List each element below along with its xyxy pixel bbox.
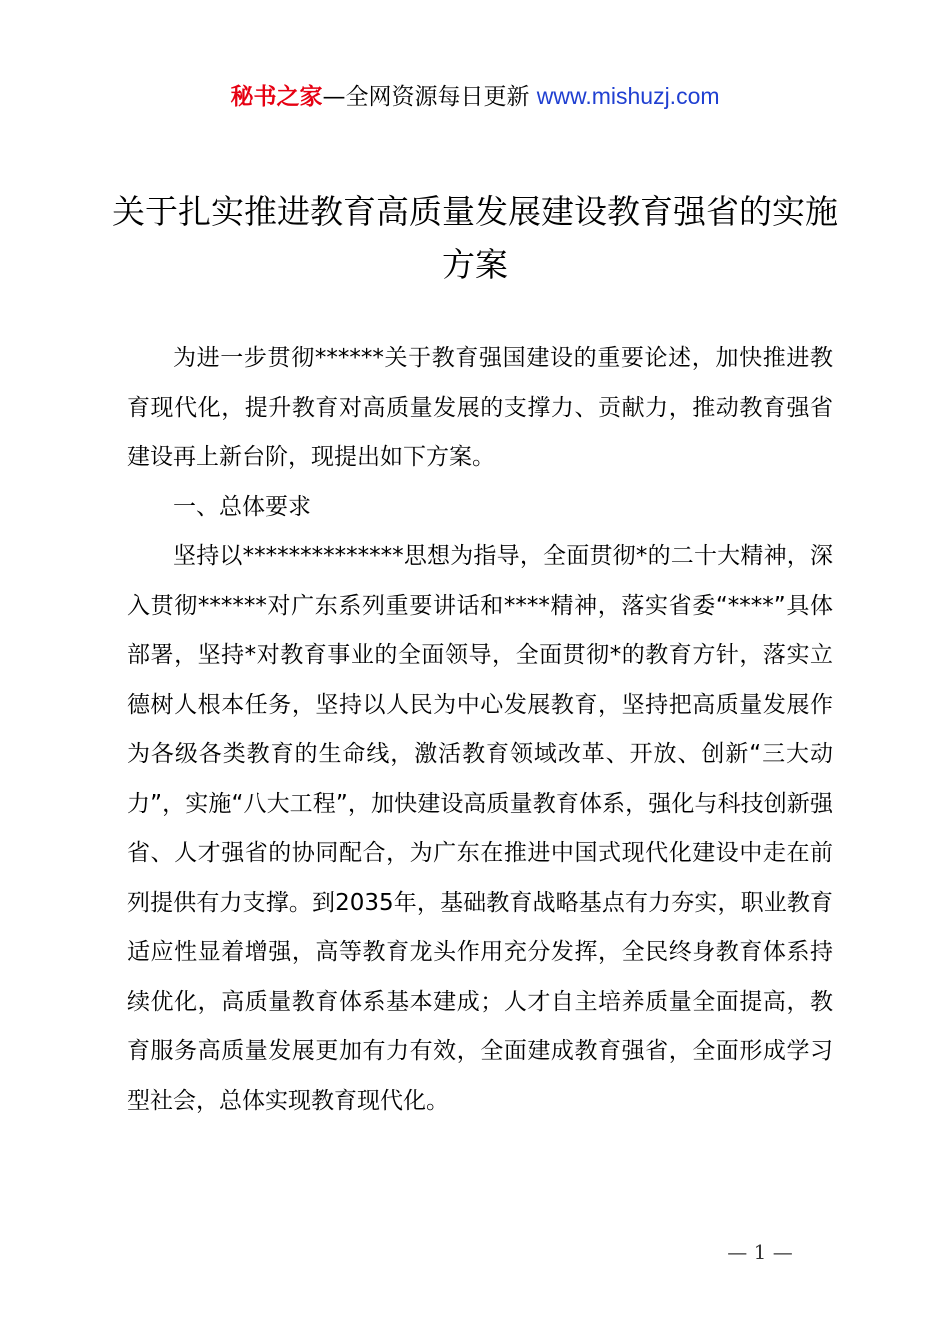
page-number: — 1 — — [727, 1240, 793, 1264]
brand-name: 秘书之家 — [230, 84, 323, 110]
section-heading: 一、总体要求 — [173, 493, 311, 520]
site-url-link[interactable]: www.mishuzj.com — [536, 83, 720, 109]
body-paragraph: 坚持以**************思想为指导，全面贯彻*的二十大精神，深入贯彻******对广东系列重要讲话和****精神，落实省委“****”具体部署，坚持*对教育事业的全面领导，全面贯彻*的教育方针，落实立德树人根本任务，坚持以人民为中心发展教育，坚持把高质量发展作为各级各类教育的生命线，激活教育领域改革、开放、创新“三大动力”，实施“八大工程”，加快建设高质量教育体系，强化与科技创新强省、人才强省的协同配合，为广东在推进中国式现代化建设中走在前列提供有力支撑。到2035年，基础教育战略基点有力夯实，职业教育适应性显着增强，高等教育龙头作用充分发挥，全民终身教育体系持续优化，高质量教育体系基本建成；人才自主培养质量全面提高，教育服务高质量发展更加有力有效，全面建成教育强省，全面形成学习型社会，总体实现教育现代化。 — [127, 543, 833, 1114]
intro-paragraph: 为进一步贯彻******关于教育强国建设的重要论述，加快推进教育现代化，提升教育对高质量发展的支撑力、贡献力，推动教育强省建设再上新台阶，现提出如下方案。 — [127, 345, 833, 470]
site-header — [0, 80, 950, 113]
document-body — [127, 334, 833, 1126]
document-title: 关于扎实推进教育高质量发展建设教育强省的实施方案 — [112, 192, 838, 284]
header-tagline: —全网资源每日更新 — [322, 84, 537, 110]
